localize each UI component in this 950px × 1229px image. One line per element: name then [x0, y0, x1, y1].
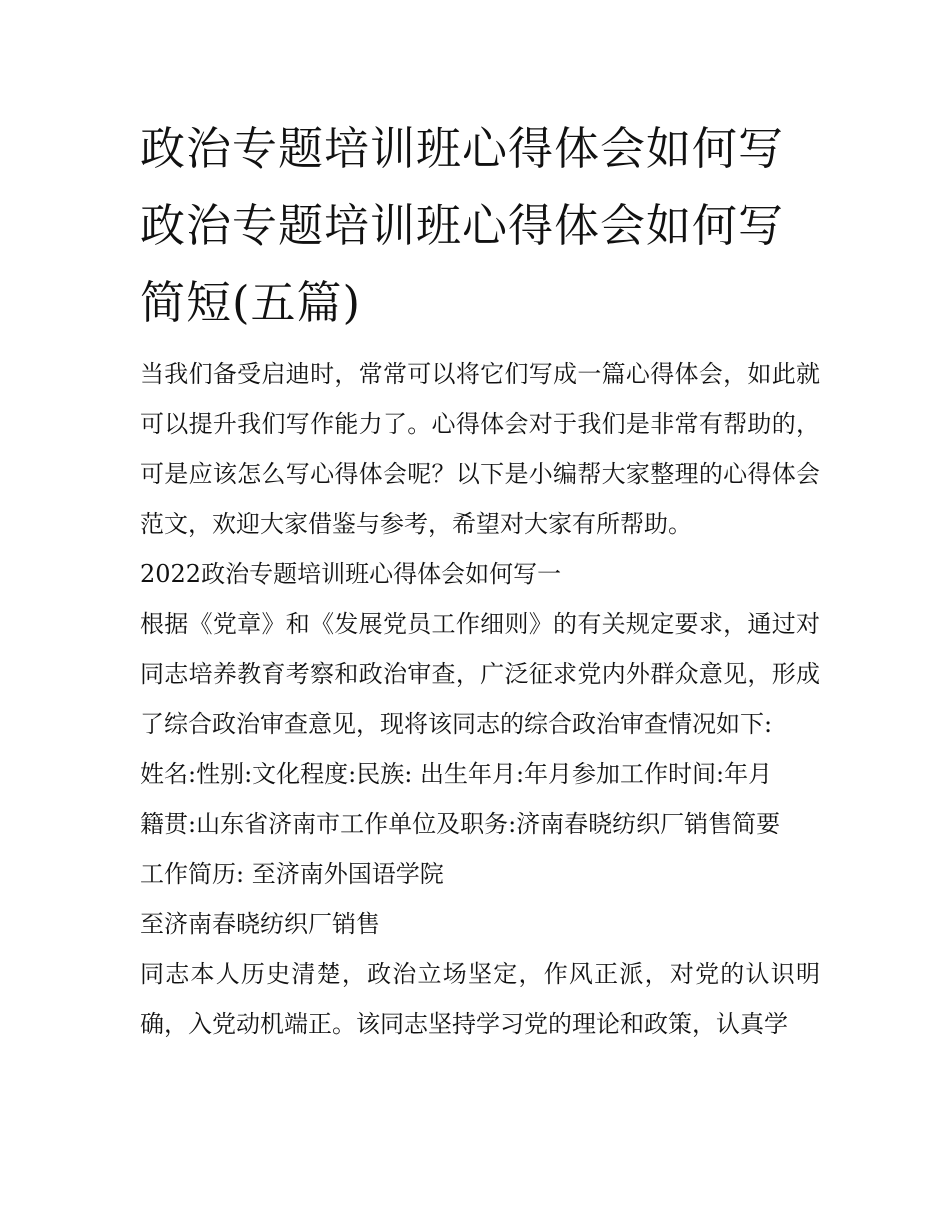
- info-line-origin: 籍贯:山东省济南市工作单位及职务:济南春晓纺织厂销售简要: [140, 810, 781, 838]
- document-title: 政治专题培训班心得体会如何写 政治专题培训班心得体会如何写简短(五篇): [140, 122, 785, 329]
- section-heading: 2022政治专题培训班心得体会如何写一: [140, 560, 562, 588]
- intro-paragraph: 当我们备受启迪时，常常可以将它们写成一篇心得体会，如此就可以提升我们写作能力了。心得体会对于我们是非常有帮助的，可是应该怎么写心得体会呢？以下是小编帮大家整理的心得体会范文，欢迎大家借鉴与参考，希望对大家有所帮助。: [140, 360, 820, 538]
- info-line-resume: 工作简历: 至济南外国语学院: [140, 860, 444, 888]
- info-line-work: 至济南春晓纺织厂销售: [140, 910, 380, 938]
- body-paragraph: 根据《党章》和《发展党员工作细则》的有关规定要求，通过对同志培养教育考察和政治审查，广泛征求党内外群众意见，形成了综合政治审查意见，现将该同志的综合政治审查情况如下:: [140, 610, 820, 738]
- info-line-name: 姓名:性别:文化程度:民族: 出生年月:年月参加工作时间:年月: [140, 760, 773, 788]
- document-body: [140, 110, 820, 1049]
- body-paragraph: 同志本人历史清楚，政治立场坚定，作风正派，对党的认识明确，入党动机端正。该同志坚持学习党的理论和政策，认真学: [140, 960, 820, 1038]
- paragraph-list: [140, 349, 820, 1049]
